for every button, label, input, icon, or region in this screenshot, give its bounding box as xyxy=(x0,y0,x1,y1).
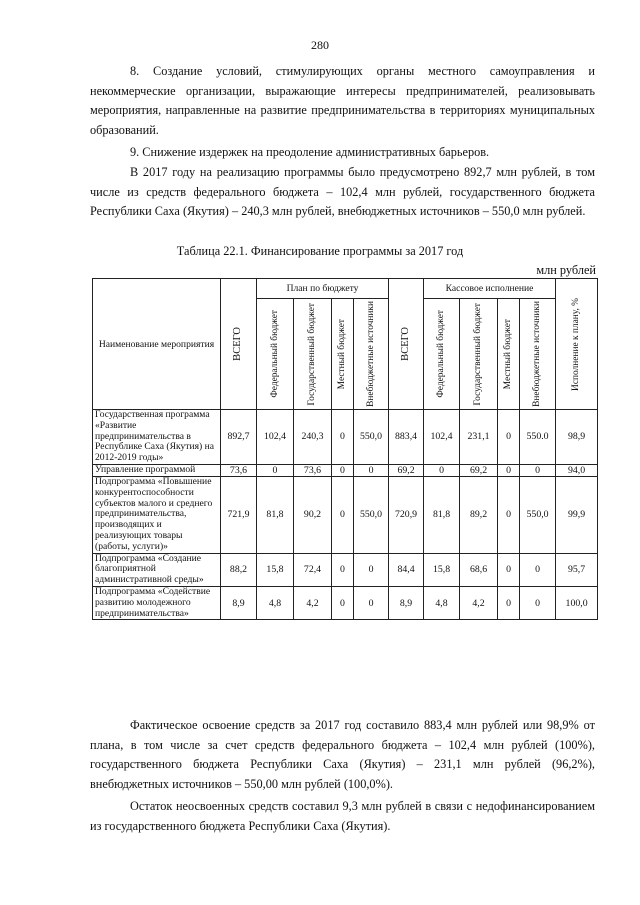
table-row xyxy=(93,410,598,465)
value-cell: 0 xyxy=(498,464,520,476)
header-plan-group: План по бюджету xyxy=(257,279,389,299)
header-plan-offbudget: Внебюджетные источники xyxy=(354,299,389,410)
value-cell: 0 xyxy=(354,586,389,619)
value-cell: 15,8 xyxy=(257,553,294,586)
table-title: Таблица 22.1. Финансирование программы за 2017 год xyxy=(176,244,464,258)
financing-table xyxy=(92,278,598,620)
value-cell: 98,9 xyxy=(556,410,598,465)
value-cell: 0 xyxy=(332,553,354,586)
value-cell: 550,0 xyxy=(354,410,389,465)
header-plan-total-text: ВСЕГО xyxy=(232,327,244,361)
value-cell: 69,2 xyxy=(460,464,498,476)
header-cash-local: Местный бюджет xyxy=(498,299,520,410)
value-cell: 0 xyxy=(520,553,556,586)
value-cell: 95,7 xyxy=(556,553,598,586)
value-cell: 15,8 xyxy=(424,553,460,586)
value-cell: 68,6 xyxy=(460,553,498,586)
value-cell: 0 xyxy=(498,476,520,553)
value-cell: 99,9 xyxy=(556,476,598,553)
page-number: 280 xyxy=(311,38,329,52)
value-cell: 4,8 xyxy=(257,586,294,619)
value-cell: 550,0 xyxy=(520,476,556,553)
value-cell: 720,9 xyxy=(389,476,424,553)
value-cell: 100,0 xyxy=(556,586,598,619)
value-cell: 0 xyxy=(354,464,389,476)
header-cash-total-text: ВСЕГО xyxy=(399,327,411,361)
table-body xyxy=(93,410,598,620)
value-cell: 88,2 xyxy=(221,553,257,586)
paragraph-remainder: Остаток неосвоенных средств составил 9,3 млн рублей в связи с недофинансированием из государственного бюджета Республики Саха (Якутия). xyxy=(90,799,595,833)
header-plan-local: Местный бюджет xyxy=(332,299,354,410)
header-cash-total xyxy=(389,279,424,410)
header-percent-text: Исполнение к плану, % xyxy=(571,297,582,391)
paragraph-item-8: 8. Создание условий, стимулирующих органы местного самоуправления и некоммерческие организации, выражающие интересы предпринимателей, реализовывать мероприятия, направленные на развитие предпринимательства в территориях муниципальных образований. xyxy=(90,64,595,137)
value-cell: 81,8 xyxy=(257,476,294,553)
value-cell: 0 xyxy=(424,464,460,476)
value-cell: 0 xyxy=(332,464,354,476)
value-cell: 0 xyxy=(498,410,520,465)
header-cash-state: Государственный бюджет xyxy=(460,299,498,410)
value-cell: 69,2 xyxy=(389,464,424,476)
table-row xyxy=(93,586,598,619)
header-cash-group: Кассовое исполнение xyxy=(424,279,556,299)
table-row xyxy=(93,476,598,553)
value-cell: 231,1 xyxy=(460,410,498,465)
value-cell: 0 xyxy=(498,553,520,586)
value-cell: 102,4 xyxy=(257,410,294,465)
header-plan-state: Государственный бюджет xyxy=(294,299,332,410)
paragraph-item-9: 9. Снижение издержек на преодоление административных барьеров. xyxy=(130,145,490,159)
row-name-cell: Государственная программа «Развитие предпринимательства в Республике Саха (Якутия) на 2012-2019 годы» xyxy=(93,410,221,465)
paragraph-actual-spending: Фактическое освоение средств за 2017 год составило 883,4 млн рублей или 98,9% от плана, в том числе за счет средств федерального бюджета – 102,4 млн рублей (100%), государственного бюджета Республики Саха (Якутия) – 231,1 млн рублей (96,2%), внебюджетных источников – 550,00 млн рублей (100,0%). xyxy=(90,718,595,791)
value-cell: 0 xyxy=(332,586,354,619)
paragraph-funding-plan: В 2017 году на реализацию программы было предусмотрено 892,7 млн рублей, в том числе из средств федерального бюджета – 102,4 млн рублей, государственного бюджета Республики Саха (Якутия) – 240,3 млн рублей, внебюджетных источников – 550,0 млн рублей. xyxy=(90,165,595,218)
header-name xyxy=(93,279,221,410)
value-cell: 4,2 xyxy=(460,586,498,619)
row-name-cell: Подпрограмма «Повышение конкурентоспособности субъектов малого и среднего предпринимательства, производящих и реализующих товары (работы, услуги)» xyxy=(93,476,221,553)
value-cell: 4,8 xyxy=(424,586,460,619)
header-plan-federal: Федеральный бюджет xyxy=(257,299,294,410)
row-name-cell: Подпрограмма «Содействие развитию молодежного предпринимательства» xyxy=(93,586,221,619)
value-cell: 550.0 xyxy=(520,410,556,465)
unit-label: млн рублей xyxy=(536,263,596,277)
value-cell: 84,4 xyxy=(389,553,424,586)
value-cell: 90,2 xyxy=(294,476,332,553)
header-plan-total xyxy=(221,279,257,410)
value-cell: 8,9 xyxy=(389,586,424,619)
value-cell: 73,6 xyxy=(294,464,332,476)
value-cell: 0 xyxy=(257,464,294,476)
value-cell: 72,4 xyxy=(294,553,332,586)
value-cell: 89,2 xyxy=(460,476,498,553)
table-row xyxy=(93,553,598,586)
value-cell: 550,0 xyxy=(354,476,389,553)
value-cell: 0 xyxy=(498,586,520,619)
row-name-cell: Управление программой xyxy=(93,464,221,476)
value-cell: 0 xyxy=(332,476,354,553)
value-cell: 94,0 xyxy=(556,464,598,476)
value-cell: 721,9 xyxy=(221,476,257,553)
value-cell: 0 xyxy=(520,586,556,619)
table-row xyxy=(93,464,598,476)
value-cell: 8,9 xyxy=(221,586,257,619)
value-cell: 81,8 xyxy=(424,476,460,553)
value-cell: 0 xyxy=(332,410,354,465)
row-name-cell: Подпрограмма «Создание благоприятной административной среды» xyxy=(93,553,221,586)
header-name-text: Наименование мероприятия xyxy=(98,338,215,350)
value-cell: 102,4 xyxy=(424,410,460,465)
header-cash-federal: Федеральный бюджет xyxy=(424,299,460,410)
value-cell: 4,2 xyxy=(294,586,332,619)
header-cash-offbudget: Внебюджетные источники xyxy=(520,299,556,410)
value-cell: 0 xyxy=(520,464,556,476)
value-cell: 240,3 xyxy=(294,410,332,465)
value-cell: 892,7 xyxy=(221,410,257,465)
value-cell: 883,4 xyxy=(389,410,424,465)
value-cell: 73,6 xyxy=(221,464,257,476)
header-percent xyxy=(556,279,598,410)
value-cell: 0 xyxy=(354,553,389,586)
